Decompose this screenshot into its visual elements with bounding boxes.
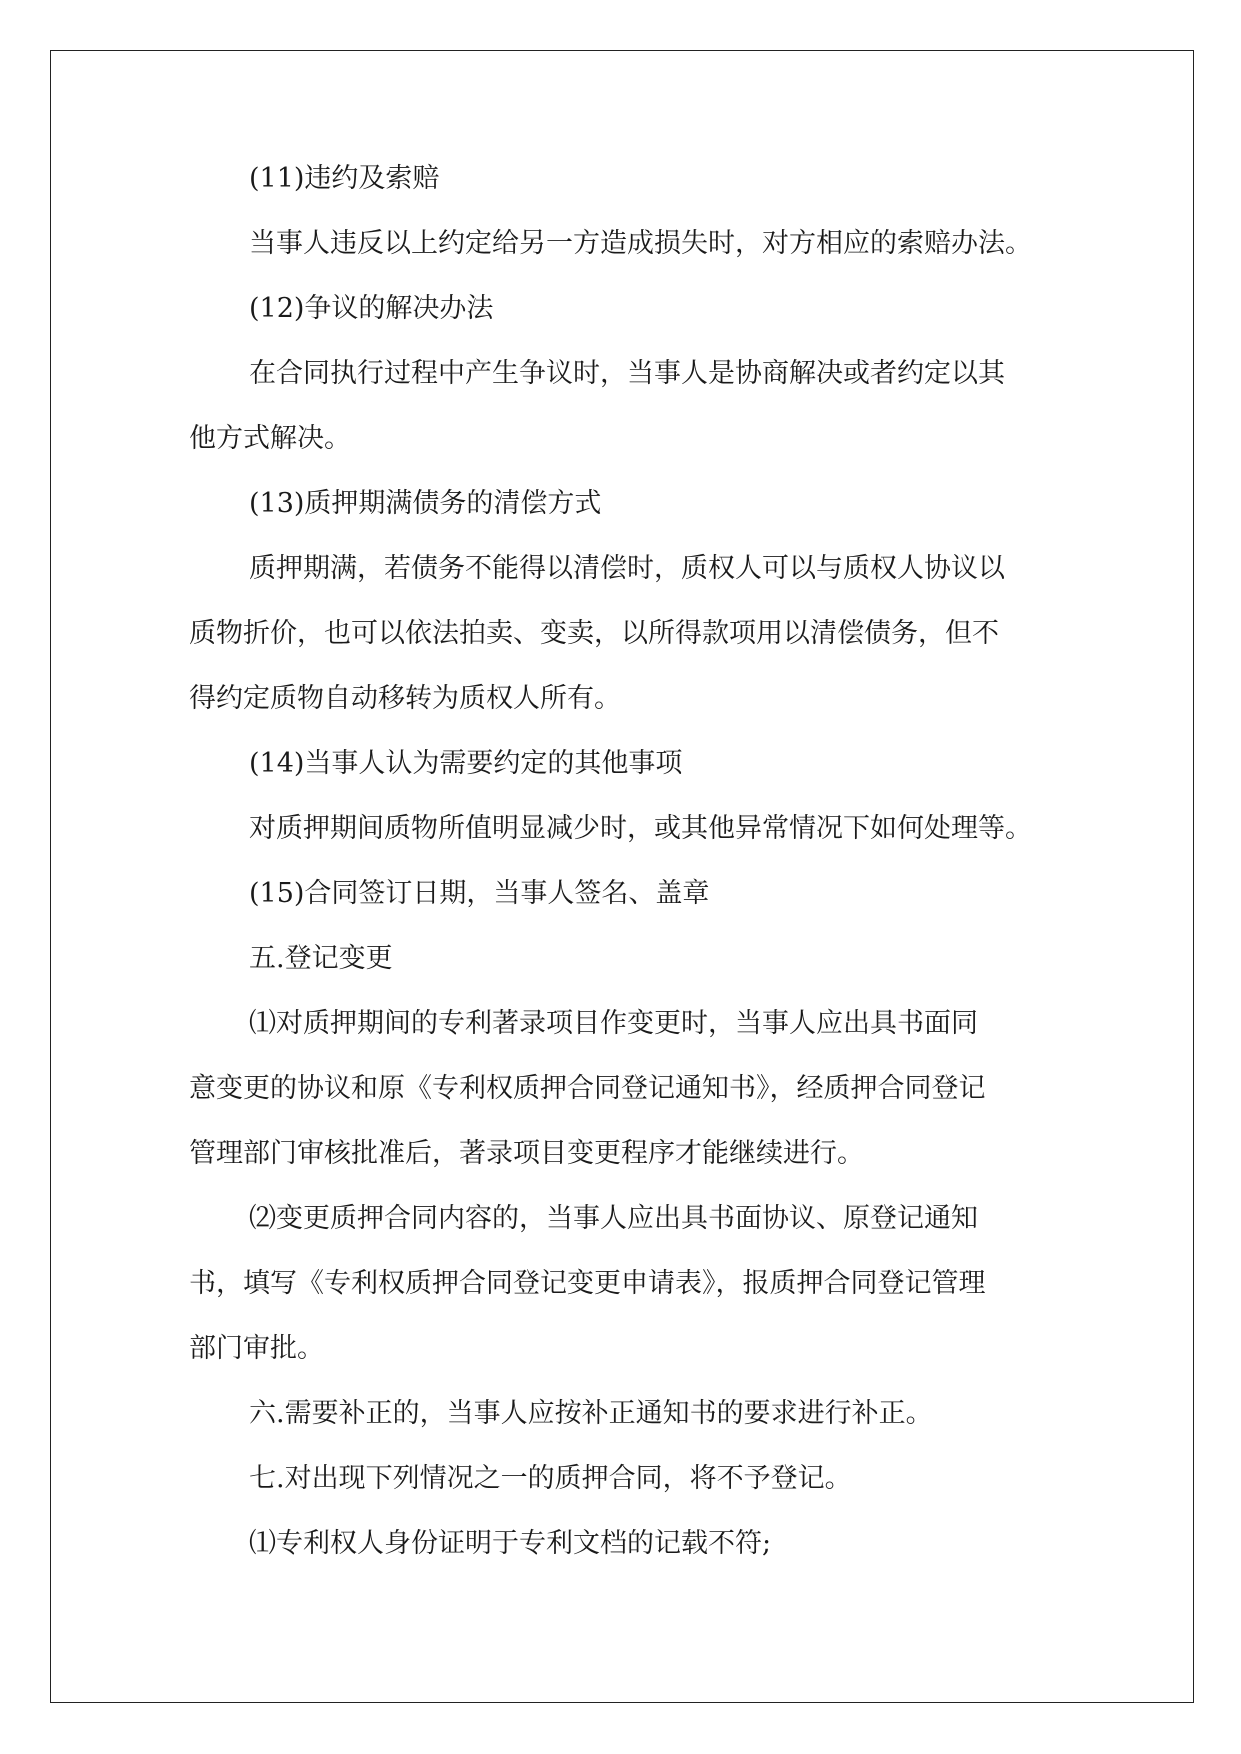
line-paragraph-continuation: 质物折价，也可以依法拍卖、变卖，以所得款项用以清偿债务，但不 xyxy=(189,618,999,649)
line-section-six: 六.需要补正的，当事人应按补正通知书的要求进行补正。 xyxy=(249,1398,933,1429)
line-paragraph-continuation: 他方式解决。 xyxy=(189,423,351,454)
line-paragraph: 当事人违反以上约定给另一方造成损失时，对方相应的索赔办法。 xyxy=(249,228,1032,259)
document-body xyxy=(189,160,1089,1590)
line-heading-11: (11)违约及索赔 xyxy=(249,163,440,194)
line-paragraph-continuation: 得约定质物自动移转为质权人所有。 xyxy=(189,683,621,714)
line-heading-14: (14)当事人认为需要约定的其他事项 xyxy=(249,748,683,779)
line-paragraph: 对质押期间质物所值明显减少时，或其他异常情况下如何处理等。 xyxy=(249,813,1032,844)
line-paragraph: ⑵变更质押合同内容的，当事人应出具书面协议、原登记通知 xyxy=(249,1203,978,1234)
line-paragraph-continuation: 书，填写《专利权质押合同登记变更申请表》，报质押合同登记管理 xyxy=(189,1268,986,1299)
line-paragraph-continuation: 部门审批。 xyxy=(189,1333,324,1364)
line-paragraph: 质押期满，若债务不能得以清偿时，质权人可以与质权人协议以 xyxy=(249,553,1005,584)
line-section-five: 五.登记变更 xyxy=(249,943,393,974)
line-paragraph: 在合同执行过程中产生争议时，当事人是协商解决或者约定以其 xyxy=(249,358,1005,389)
line-heading-13: (13)质押期满债务的清偿方式 xyxy=(249,488,602,519)
line-paragraph: ⑴对质押期间的专利著录项目作变更时，当事人应出具书面同 xyxy=(249,1008,978,1039)
line-heading-12: (12)争议的解决办法 xyxy=(249,293,494,324)
line-heading-15: (15)合同签订日期，当事人签名、盖章 xyxy=(249,878,710,909)
line-section-seven: 七.对出现下列情况之一的质押合同，将不予登记。 xyxy=(249,1463,852,1494)
line-list-item: ⑴专利权人身份证明于专利文档的记载不符; xyxy=(249,1528,772,1559)
line-paragraph-continuation: 管理部门审核批准后，著录项目变更程序才能继续进行。 xyxy=(189,1138,864,1169)
line-paragraph-continuation: 意变更的协议和原《专利权质押合同登记通知书》，经质押合同登记 xyxy=(189,1073,986,1104)
